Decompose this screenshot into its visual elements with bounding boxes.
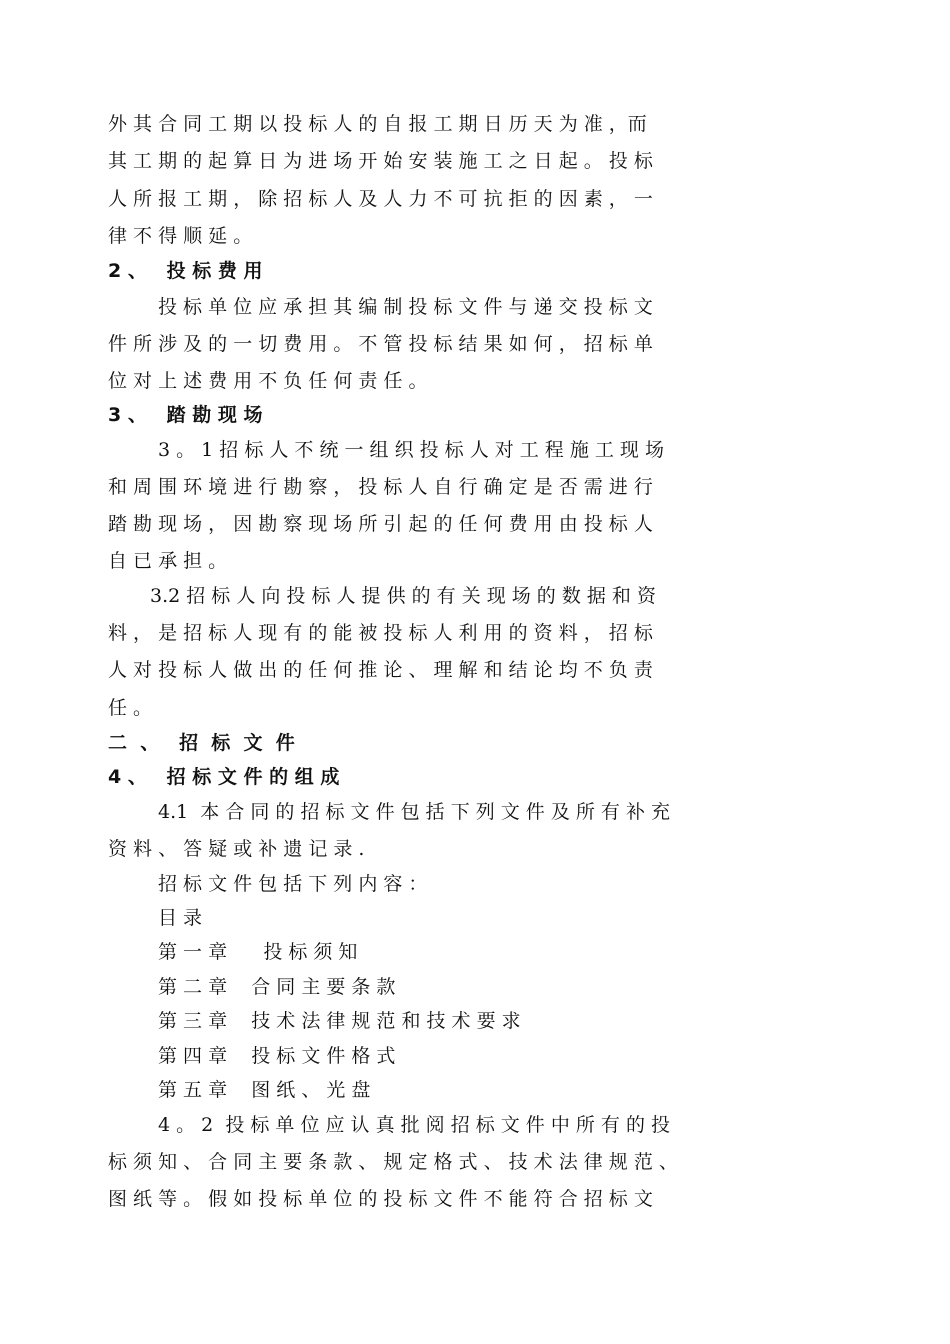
chapter-heading: 二 、 招 标 文 件 [108, 732, 295, 754]
body-line: 招 标 文 件 包 括 下 列 内 容 ： [158, 873, 428, 895]
body-line: 3.2 招 标 人 向 投 标 人 提 供 的 有 关 现 场 的 数 据 和 资 [150, 585, 656, 607]
body-line: 其 工 期 的 起 算 日 为 进 场 开 始 安 装 施 工 之 日 起 。 投 标 [108, 150, 653, 172]
section-heading: 2 、 投 标 费 用 [108, 260, 263, 282]
toc-item: 第 一 章 投 标 须 知 [158, 941, 358, 963]
body-line: 投 标 单 位 应 承 担 其 编 制 投 标 文 件 与 递 交 投 标 文 [158, 296, 653, 318]
body-line: 自 已 承 担 。 [108, 550, 228, 572]
section-heading: 4 、 招 标 文 件 的 组 成 [108, 766, 340, 788]
toc-item: 第 五 章 图 纸 、 光 盘 [158, 1079, 371, 1101]
body-line: 律 不 得 顺 延 。 [108, 225, 253, 247]
toc-item: 第 四 章 投 标 文 件 格 式 [158, 1045, 396, 1067]
body-line: 踏 勘 现 场 ， 因 勘 察 现 场 所 引 起 的 任 何 费 用 由 投 标 人 [108, 513, 653, 535]
body-line: 人 所 报 工 期 ， 除 招 标 人 及 人 力 不 可 抗 拒 的 因 素 ， 一 [108, 188, 653, 210]
body-line: 4.1 本 合 同 的 招 标 文 件 包 括 下 列 文 件 及 所 有 补 充 [158, 801, 671, 823]
body-line: 件 所 涉 及 的 一 切 费 用 。 不 管 投 标 结 果 如 何 ， 招 标 单 [108, 333, 653, 355]
toc-title: 目 录 [158, 907, 203, 929]
body-line: 外 其 合 同 工 期 以 投 标 人 的 自 报 工 期 日 历 天 为 准 ，而 [108, 113, 647, 135]
body-line: 人 对 投 标 人 做 出 的 任 何 推 论 、 理 解 和 结 论 均 不 负 责 [108, 659, 653, 681]
toc-item: 第 三 章 技 术 法 律 规 范 和 技 术 要 求 [158, 1010, 521, 1032]
body-line: 资 料 、 答 疑 或 补 遗 记 录 . [108, 838, 365, 860]
toc-item: 第 二 章 合 同 主 要 条 款 [158, 976, 396, 998]
body-line: 料 ， 是 招 标 人 现 有 的 能 被 投 标 人 利 用 的 资 料 ， 招 标 [108, 622, 653, 644]
body-line: 和 周 围 环 境 进 行 勘 察 ， 投 标 人 自 行 确 定 是 否 需 进 行 [108, 476, 653, 498]
body-line: 位 对 上 述 费 用 不 负 任 何 责 任 。 [108, 370, 428, 392]
body-line: 4 。 2 投 标 单 位 应 认 真 批 阅 招 标 文 件 中 所 有 的 投 [158, 1114, 671, 1136]
body-line: 标 须 知 、 合 同 主 要 条 款 、 规 定 格 式 、 技 术 法 律 规 范 、 [108, 1151, 678, 1173]
body-line: 任 。 [108, 697, 153, 719]
body-line: 图 纸 等 。 假 如 投 标 单 位 的 投 标 文 件 不 能 符 合 招 标 文 [108, 1188, 653, 1210]
section-heading: 3 、 踏 勘 现 场 [108, 404, 263, 426]
body-line: 3 。 1 招 标 人 不 统 一 组 织 投 标 人 对 工 程 施 工 现 场 [158, 439, 664, 461]
